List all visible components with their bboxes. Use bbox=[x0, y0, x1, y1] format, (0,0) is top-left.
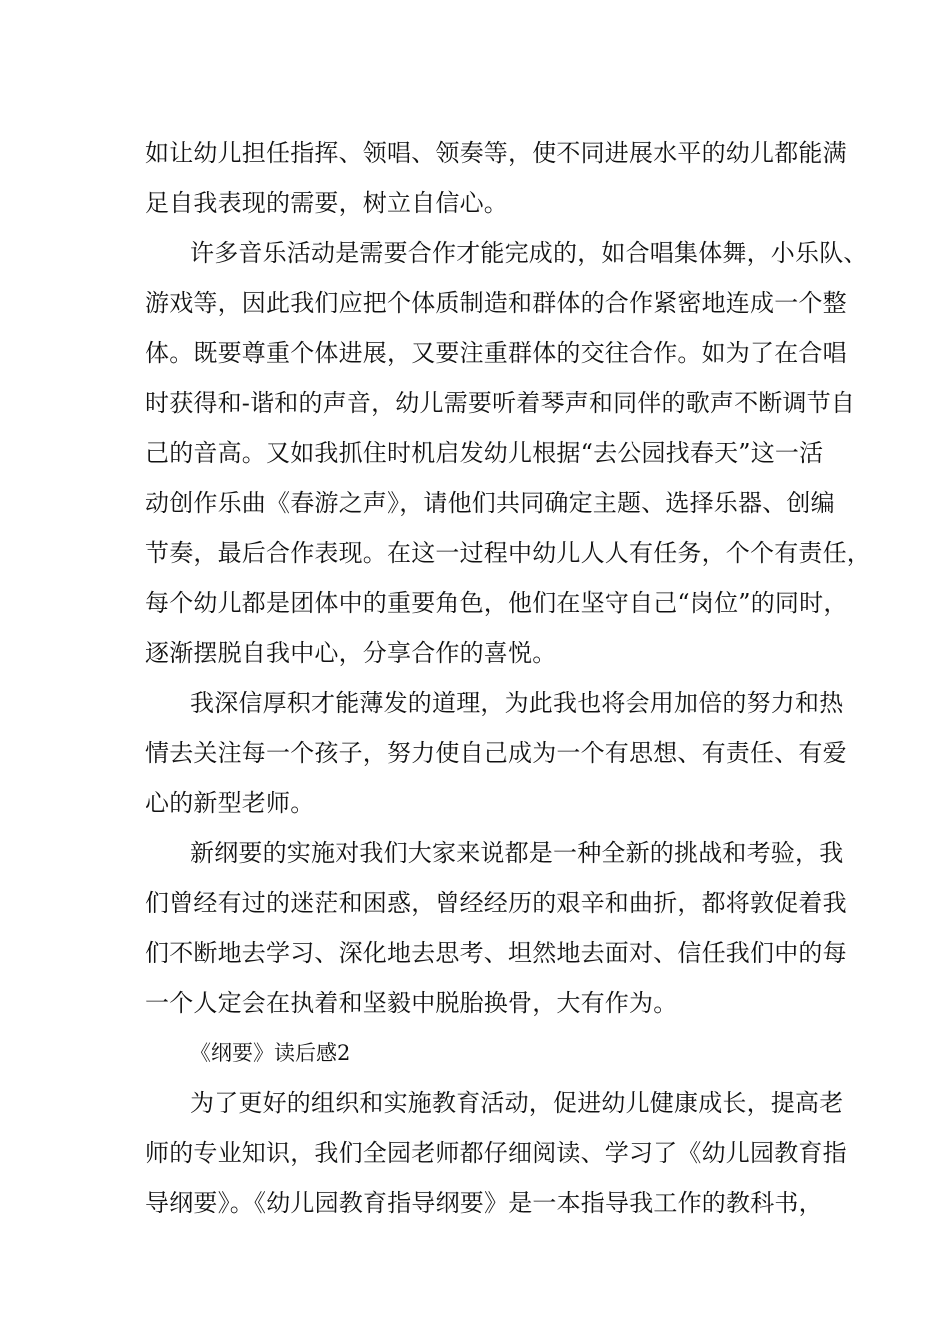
text-line: 们不断地去学习、深化地去思考、坦然地去面对、信任我们中的每 bbox=[145, 939, 847, 967]
text-line: 游戏等，因此我们应把个体质制造和群体的合作紧密地连成一个整 bbox=[145, 289, 847, 317]
text-line: 师的专业知识，我们全园老师都仔细阅读、学习了《幼儿园教育指 bbox=[145, 1139, 847, 1167]
text-line: 足自我表现的需要，树立自信心。 bbox=[145, 189, 508, 217]
text-line: 如让幼儿担任指挥、领唱、领奏等，使不同进展水平的幼儿都能满 bbox=[145, 139, 847, 167]
text-line: 体。既要尊重个体进展，又要注重群体的交往合作。如为了在合唱 bbox=[145, 339, 847, 367]
text-line: 每个幼儿都是团体中的重要角色，他们在坚守自己“岗位”的同时， bbox=[145, 589, 848, 617]
text-line: 导纲要》。《幼儿园教育指导纲要》是一本指导我工作的教科书， bbox=[145, 1189, 823, 1217]
paragraph-start-line: 为了更好的组织和实施教育活动，促进幼儿健康成长，提高老 bbox=[190, 1089, 844, 1117]
section-heading: 《纲要》读后感2 bbox=[190, 1041, 351, 1065]
text-line: 心的新型老师。 bbox=[145, 789, 315, 817]
paragraph-start-line: 新纲要的实施对我们大家来说都是一种全新的挑战和考验，我 bbox=[190, 839, 844, 867]
text-line: 动创作乐曲《春游之声》，请他们共同确定主题、选择乐器、创编 bbox=[145, 489, 835, 517]
paragraph-start-line: 我深信厚积才能薄发的道理，为此我也将会用加倍的努力和热 bbox=[190, 689, 844, 717]
text-line: 己的音高。又如我抓住时机启发幼儿根据“去公园找春天”这一活 bbox=[145, 439, 824, 467]
text-line: 一个人定会在执着和坚毅中脱胎换骨，大有作为。 bbox=[145, 989, 678, 1017]
text-line: 时获得和-谐和的声音，幼儿需要听着琴声和同伴的歌声不断调节自 bbox=[145, 389, 856, 417]
text-line: 们曾经有过的迷茫和困惑，曾经经历的艰辛和曲折，都将敦促着我 bbox=[145, 889, 847, 917]
paragraph-start-line: 许多音乐活动是需要合作才能完成的，如合唱集体舞，小乐队、 bbox=[190, 239, 868, 267]
text-line: 逐渐摆脱自我中心，分享合作的喜悦。 bbox=[145, 639, 557, 667]
text-line: 情去关注每一个孩子，努力使自己成为一个有思想、有责任、有爱 bbox=[145, 739, 847, 767]
text-line: 节奏，最后合作表现。在这一过程中幼儿人人有任务，个个有责任， bbox=[145, 539, 871, 567]
